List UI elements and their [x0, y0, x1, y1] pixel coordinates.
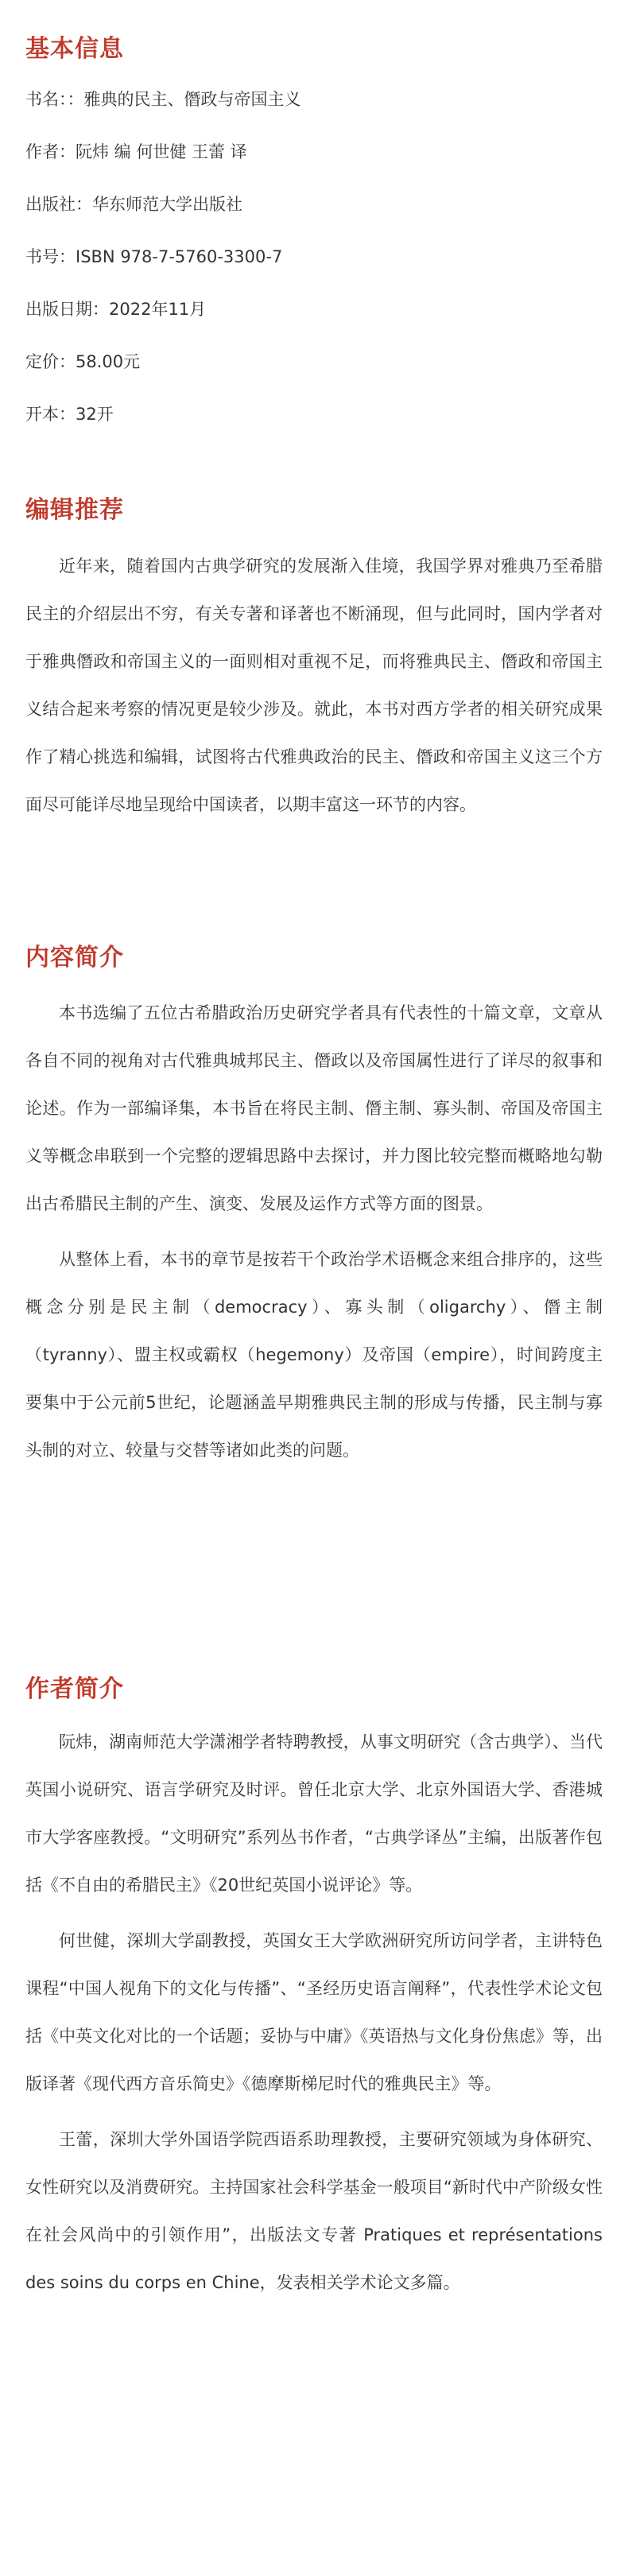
editor-recommendation-paragraph: 近年来，随着国内古典学研究的发展渐入佳境，我国学界对雅典乃至希腊民主的介绍层出不穷，有关专著和译著也不断涌现，但与此同时，国内学者对于雅典僭政和帝国主义的一面则相对重视不足，而将雅典民主、僭政和帝国主义结合起来考察的情况更是较少涉及。就此，本书对西方学者的相关研究成果作了精心挑选和编辑，试图将古代雅典政治的民主、僭政和帝国主义这三个方面尽可能详尽地呈现给中国读者，以期丰富这一环节的内容。 — [25, 557, 603, 814]
section-title-content-summary: 内容简介 — [25, 944, 124, 972]
info-row-isbn: 书号：ISBN 978-7-5760-3300-7 — [25, 247, 283, 266]
info-row-format: 开本：32开 — [25, 405, 114, 424]
content-summary-paragraph-2: 从整体上看，本书的章节是按若干个政治学术语概念来组合排序的，这些概念分别是民主制（democracy）、寡头制（oligarchy）、僭主制（tyranny）、盟主权或霸权（hegemony）及帝国（empire），时间跨度主要集中于公元前5世纪，论题涵盖早期雅典民主制的形成与传播，民主制与寡头制的对立、较量与交替等诸如此类的问题。 — [25, 1250, 603, 1460]
author-intro-paragraph-2: 何世健，深圳大学副教授，英国女王大学欧洲研究所访问学者，主讲特色课程“中国人视角下的文化与传播”、“圣经历史语言阐释”，代表性学术论文包括《中英文化对比的一个话题；妥协与中庸》《英语热与文化身份焦虑》等，出版译著《现代西方音乐简史》《德摩斯梯尼时代的雅典民主》等。 — [25, 1931, 603, 2093]
author-intro-paragraph-1: 阮炜，湖南师范大学潇湘学者特聘教授，从事文明研究（含古典学）、当代英国小说研究、语言学研究及时评。曾任北京大学、北京外国语大学、香港城市大学客座教授。“文明研究”系列丛书作者，“古典学译丛”主编，出版著作包括《不自由的希腊民主》《20世纪英国小说评论》等。 — [25, 1732, 603, 1895]
author-intro-text — [25, 1718, 603, 2306]
info-row-publish-date: 出版日期：2022年11月 — [25, 300, 207, 319]
section-title-editor-recommendation: 编辑推荐 — [25, 496, 124, 524]
info-row-price: 定价：58.00元 — [25, 352, 141, 371]
section-title-basic-info: 基本信息 — [25, 35, 124, 63]
content-summary-paragraph-1: 本书选编了五位古希腊政治历史研究学者具有代表性的十篇文章，文章从各自不同的视角对古代雅典城邦民主、僭政以及帝国属性进行了详尽的叙事和论述。作为一部编译集，本书旨在将民主制、僭主制、寡头制、帝国及帝国主义等概念串联到一个完整的逻辑思路中去探讨，并力图比较完整而概略地勾勒出古希腊民主制的产生、演变、发展及运作方式等方面的图景。 — [25, 1003, 603, 1213]
basic-info-list — [25, 87, 301, 455]
content-summary-text — [25, 989, 603, 1474]
info-row-title: 书名：：雅典的民主、僭政与帝国主义 — [25, 90, 301, 109]
section-title-author-intro: 作者简介 — [25, 1675, 124, 1703]
info-row-publisher: 出版社：华东师范大学出版社 — [25, 195, 242, 214]
info-row-author: 作者：阮炜 编 何世健 王蕾 译 — [25, 142, 247, 161]
author-intro-paragraph-3: 王蕾，深圳大学外国语学院西语系助理教授，主要研究领域为身体研究、女性研究以及消费研究。主持国家社会科学基金一般项目“新时代中产阶级女性在社会风尚中的引领作用”，出版法文专著 Pratiques et représentations des soins du corps en Chine，发表相关学术论文多篇。 — [25, 2130, 603, 2292]
editor-recommendation-text — [25, 542, 603, 828]
